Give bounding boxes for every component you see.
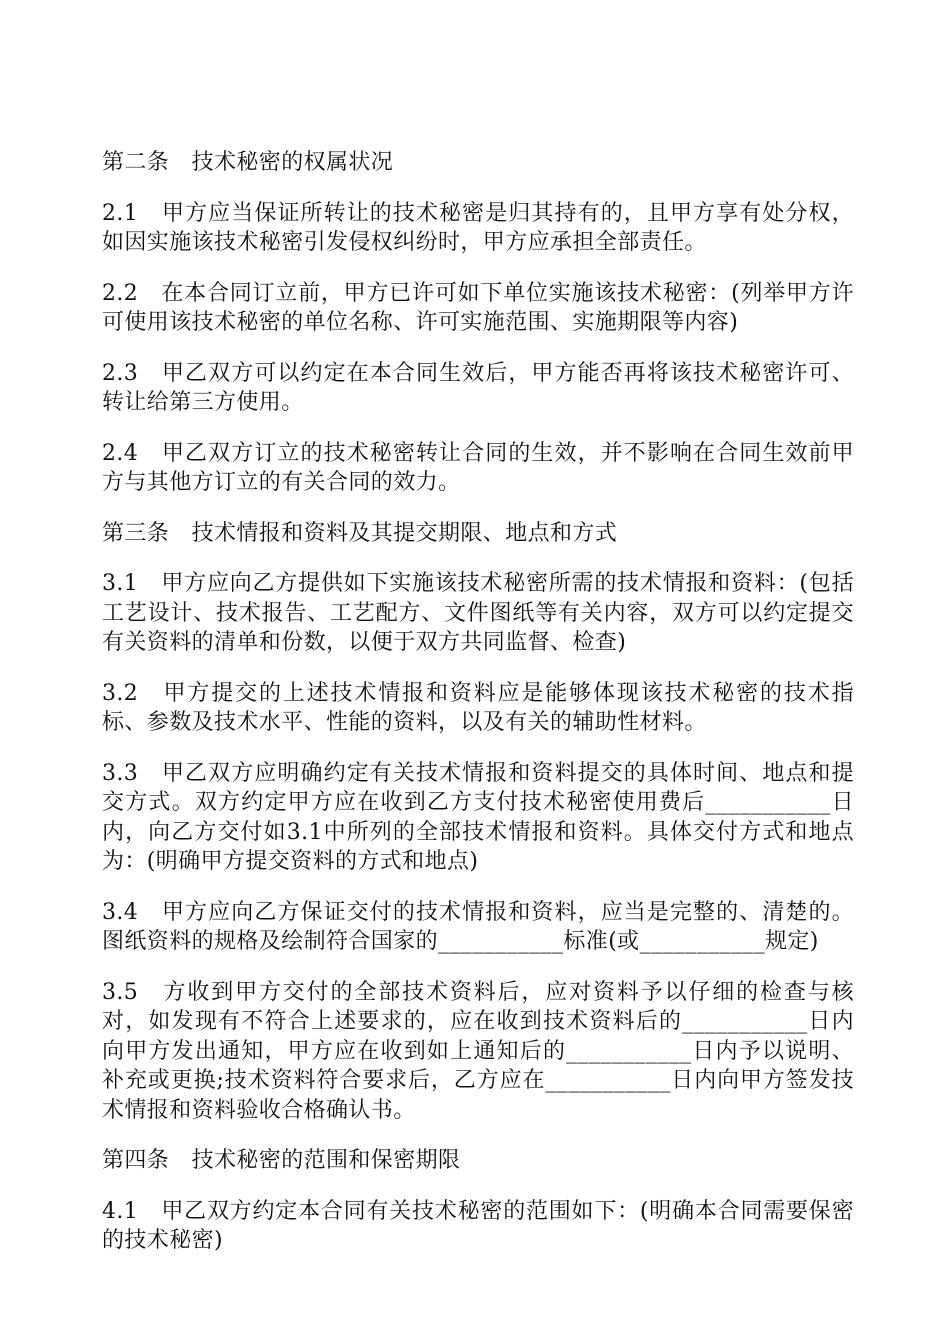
- clause-2-1: 2.1 甲方应当保证所转让的技术秘密是归其持有的，且甲方享有处分权，如因实施该技术秘密引发侵权纠纷时，甲方应承担全部责任。: [102, 200, 854, 255]
- document-body: [102, 148, 854, 1277]
- article-2-heading: 第二条 技术秘密的权属状况: [102, 150, 394, 175]
- article-3-heading: 第三条 技术情报和资料及其提交期限、地点和方式: [102, 520, 618, 546]
- article-4-heading: 第四条 技术秘密的范围和保密期限: [102, 1148, 461, 1173]
- clause-3-5: 3.5 方收到甲方交付的全部技术资料后，应对资料予以仔细的检查与核对，如发现有不符合上述要求的，应在收到技术资料后的___________日内向甲方发出通知，甲方应在收到如上通知后的___________日内予以说明、补充或更换;技术资料符合要求后，乙方应在___________日内向甲方签发技术情报和资料验收合格确认书。: [102, 979, 854, 1123]
- clause-4-1: 4.1 甲乙双方约定本合同有关技术秘密的范围如下：(明确本合同需要保密的技术秘密): [102, 1198, 854, 1253]
- clause-3-3: 3.3 甲乙双方应明确约定有关技术情报和资料提交的具体时间、地点和提交方式。双方约定甲方应在收到乙方支付技术秘密使用费后___________日内，向乙方交付如3.1中所列的全部技术情报和资料。具体交付方式和地点为：(明确甲方提交资料的方式和地点): [102, 760, 854, 874]
- clause-3-4: 3.4 甲方应向乙方保证交付的技术情报和资料，应当是完整的、清楚的。图纸资料的规格及绘制符合国家的___________标准(或___________规定): [102, 899, 854, 954]
- clause-2-4: 2.4 甲乙双方订立的技术秘密转让合同的生效，并不影响在合同生效前甲方与其他方订立的有关合同的效力。: [102, 440, 854, 495]
- clause-2-2: 2.2 在本合同订立前，甲方已许可如下单位实施该技术秘密：(列举甲方许可使用该技术秘密的单位名称、许可实施范围、实施期限等内容): [102, 280, 854, 335]
- clause-3-1: 3.1 甲方应向乙方提供如下实施该技术秘密所需的技术情报和资料：(包括工艺设计、技术报告、工艺配方、文件图纸等有关内容，双方可以约定提交有关资料的清单和份数，以便于双方共同监督、检查): [102, 571, 854, 655]
- clause-2-3: 2.3 甲乙双方可以约定在本合同生效后，甲方能否再将该技术秘密许可、转让给第三方使用。: [102, 360, 854, 415]
- clause-3-2: 3.2 甲方提交的上述技术情报和资料应是能够体现该技术秘密的技术指标、参数及技术水平、性能的资料，以及有关的辅助性材料。: [102, 680, 854, 735]
